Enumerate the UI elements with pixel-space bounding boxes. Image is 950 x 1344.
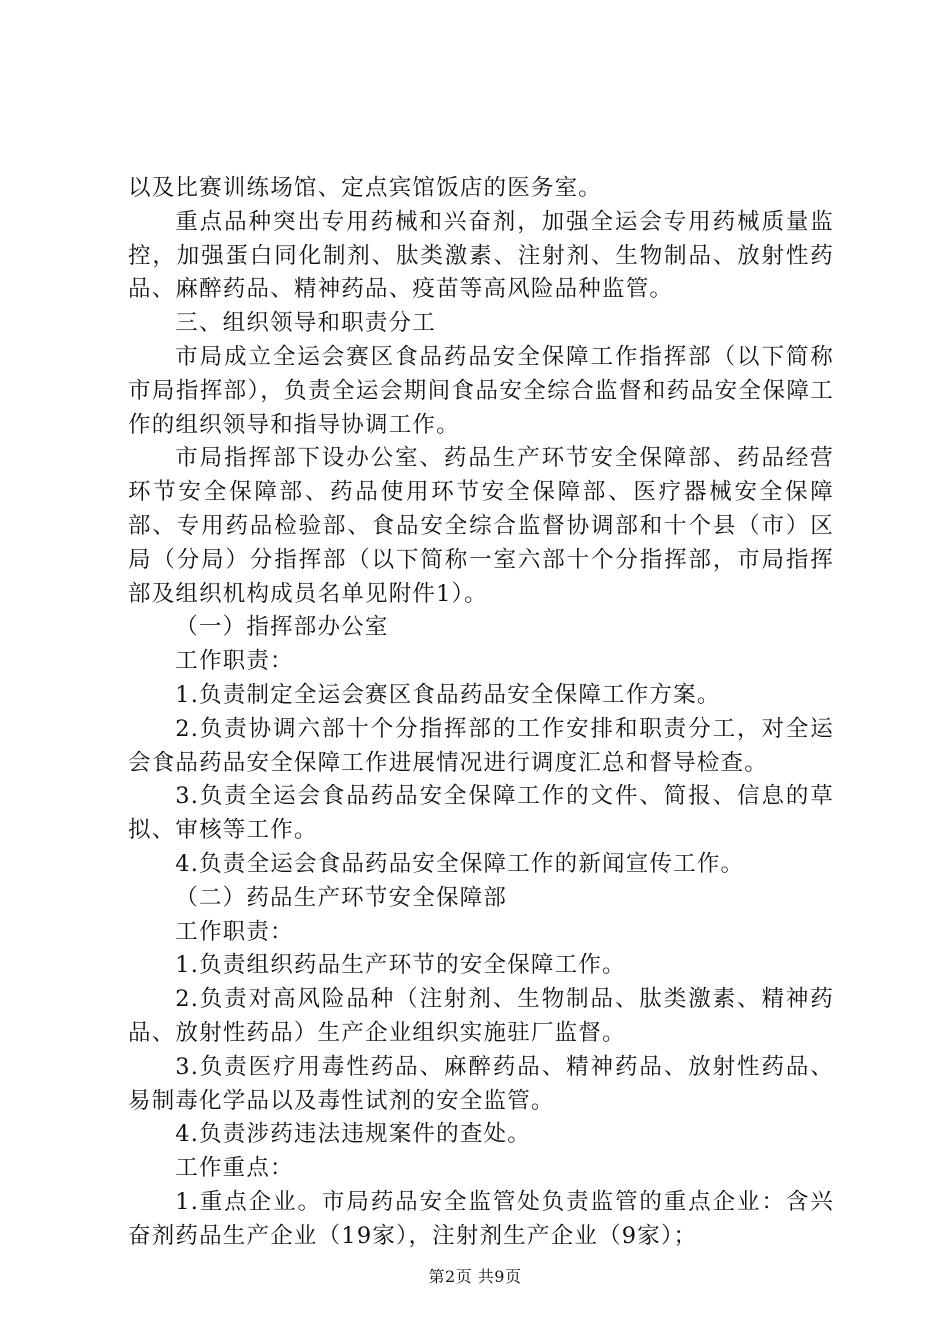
paragraph: 4.负责全运会食品药品安全保障工作的新闻宣传工作。 xyxy=(175,850,745,877)
paragraph: 3.负责全运会食品药品安全保障工作的文件、简报、信息的草拟、审核等工作。 xyxy=(128,783,834,844)
page-footer: 第2页 共9页 xyxy=(428,1267,522,1286)
paragraph: 市局指挥部下设办公室、药品生产环节安全保障部、药品经营环节安全保障部、药品使用环节安全保障部、医疗器械安全保障部、专用药品检验部、食品安全综合监督协调部和十个县（市）区局（分局）分指挥部（以下简称一室六部十个分指挥部，市局指挥部及组织机构成员名单见附件1）。 xyxy=(128,445,834,607)
paragraph: 工作重点： xyxy=(175,1155,294,1182)
paragraph: 1.负责组织药品生产环节的安全保障工作。 xyxy=(175,952,626,979)
paragraph: 工作职责： xyxy=(175,648,294,675)
paragraph: 2.负责对高风险品种（注射剂、生物制品、肽类激素、精神药品、放射性药品）生产企业组织实施驻厂监督。 xyxy=(128,986,834,1046)
paragraph: 重点品种突出专用药械和兴奋剂，加强全运会专用药械质量监控，加强蛋白同化制剂、肽类激素、注射剂、生物制品、放射性药品、麻醉药品、精神药品、疫苗等高风险品种监管。 xyxy=(128,208,834,303)
paragraph: 2.负责协调六部十个分指挥部的工作安排和职责分工，对全运会食品药品安全保障工作进展情况进行调度汇总和督导检查。 xyxy=(128,715,834,776)
paragraph: 1.负责制定全运会赛区食品药品安全保障工作方案。 xyxy=(175,681,721,708)
paragraph: 三、组织领导和职责分工 xyxy=(175,310,436,337)
paragraph: （一）指挥部办公室 xyxy=(175,614,389,641)
paragraph: 4.负责涉药违法违规案件的查处。 xyxy=(175,1121,531,1148)
paragraph: 市局成立全运会赛区食品药品安全保障工作指挥部（以下简称市局指挥部），负责全运会期间食品安全综合监督和药品安全保障工作的组织领导和指导协调工作。 xyxy=(128,343,834,438)
paragraph: 工作职责： xyxy=(175,918,294,945)
document-body xyxy=(128,172,834,1254)
paragraph: 以及比赛训练场馆、定点宾馆饭店的医务室。 xyxy=(128,175,603,201)
paragraph: 3.负责医疗用毒性药品、麻醉药品、精神药品、放射性药品、易制毒化学品以及毒性试剂的安全监管。 xyxy=(128,1053,834,1114)
paragraph: （二）药品生产环节安全保障部 xyxy=(175,884,508,911)
paragraph: 1.重点企业。市局药品安全监管处负责监管的重点企业：含兴奋剂药品生产企业（19家），注射剂生产企业（9家）； xyxy=(128,1188,834,1249)
